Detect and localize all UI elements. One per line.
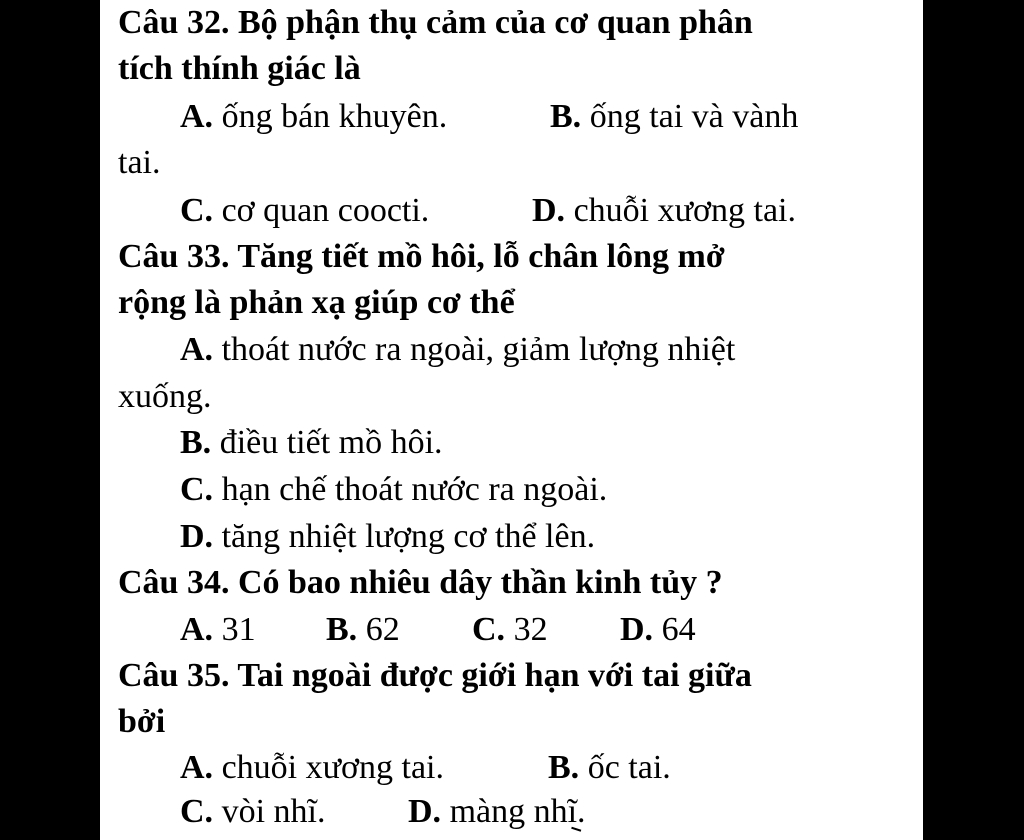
option-label: C. bbox=[180, 471, 214, 508]
question-33-title-line-1: Câu 33. Tăng tiết mồ hôi, lỗ chân lông mở bbox=[118, 238, 725, 275]
question-32-title-line-1: Câu 32. Bộ phận thụ cảm của cơ quan phân bbox=[118, 4, 753, 41]
option-text: điều tiết mồ hôi. bbox=[219, 424, 443, 461]
question-32-option-c bbox=[180, 188, 429, 234]
question-32-option-b bbox=[550, 94, 798, 140]
cut-off-accent-mark bbox=[569, 827, 582, 840]
question-34-option-b bbox=[326, 607, 400, 653]
option-label: B. bbox=[326, 611, 358, 648]
question-35-options-row-1 bbox=[180, 745, 880, 791]
option-label: D. bbox=[408, 793, 442, 830]
option-label: A. bbox=[180, 98, 214, 135]
question-32-title-line-2: tích thính giác là bbox=[118, 50, 361, 87]
option-label: D. bbox=[620, 611, 654, 648]
document-page bbox=[100, 0, 923, 840]
option-label: D. bbox=[180, 518, 214, 555]
question-34-option-a bbox=[180, 607, 256, 653]
option-text: cơ quan coocti. bbox=[221, 192, 430, 229]
option-text: vòi nhĩ. bbox=[221, 793, 326, 830]
question-35-title-line-1: Câu 35. Tai ngoài được giới hạn với tai giữa bbox=[118, 657, 752, 694]
option-text: chuỗi xương tai. bbox=[573, 192, 796, 229]
question-33-option-a-wrap: xuống. bbox=[118, 378, 212, 415]
option-text: ống tai và vành bbox=[589, 98, 799, 135]
option-text: 32 bbox=[513, 611, 548, 648]
question-32-option-a bbox=[180, 94, 447, 140]
question-35-option-b bbox=[548, 745, 671, 791]
question-33-option-a bbox=[180, 327, 735, 373]
question-35-option-a bbox=[180, 745, 444, 791]
option-label: B. bbox=[548, 749, 580, 786]
question-34-option-c bbox=[472, 607, 548, 653]
question-32-options-row-2 bbox=[180, 188, 920, 234]
option-text: màng nhĩ. bbox=[449, 793, 586, 830]
question-34-options-row bbox=[180, 607, 880, 653]
option-label: D. bbox=[532, 192, 566, 229]
question-34-title: Câu 34. Có bao nhiêu dây thần kinh tủy ? bbox=[118, 564, 723, 601]
option-label: C. bbox=[472, 611, 506, 648]
option-text: chuỗi xương tai. bbox=[221, 749, 444, 786]
option-label: C. bbox=[180, 793, 214, 830]
option-label: B. bbox=[550, 98, 582, 135]
question-35-option-c bbox=[180, 789, 325, 835]
option-text: 64 bbox=[661, 611, 696, 648]
question-35-option-d bbox=[408, 789, 586, 835]
question-33-option-c bbox=[180, 467, 607, 513]
question-35-title-line-2: bởi bbox=[118, 703, 166, 740]
option-text: 62 bbox=[365, 611, 400, 648]
option-label: C. bbox=[180, 192, 214, 229]
question-32-options-row-1 bbox=[180, 94, 920, 140]
option-text: 31 bbox=[221, 611, 256, 648]
option-label: B. bbox=[180, 424, 212, 461]
option-label: A. bbox=[180, 749, 214, 786]
option-text: tăng nhiệt lượng cơ thể lên. bbox=[221, 518, 596, 555]
question-32-option-b-wrap: tai. bbox=[118, 144, 161, 181]
question-32-option-d bbox=[532, 188, 796, 234]
question-33-option-b bbox=[180, 420, 443, 466]
question-34-option-d bbox=[620, 607, 696, 653]
option-label: A. bbox=[180, 611, 214, 648]
question-33-option-d bbox=[180, 514, 595, 560]
option-text: thoát nước ra ngoài, giảm lượng nhiệt bbox=[221, 331, 736, 368]
question-33-title-line-2: rộng là phản xạ giúp cơ thể bbox=[118, 284, 515, 321]
option-text: ống bán khuyên. bbox=[221, 98, 448, 135]
option-label: A. bbox=[180, 331, 214, 368]
question-35-options-row-2 bbox=[180, 789, 880, 835]
option-text: ốc tai. bbox=[587, 749, 671, 786]
option-text: hạn chế thoát nước ra ngoài. bbox=[221, 471, 608, 508]
